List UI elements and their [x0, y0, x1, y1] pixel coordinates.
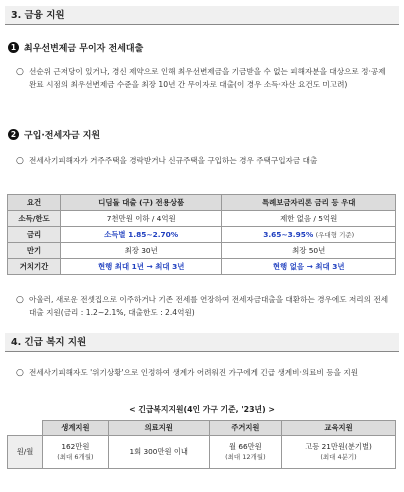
paragraph-2: [16, 155, 396, 183]
table-row: [8, 227, 396, 243]
table-header: [8, 421, 43, 436]
table-row: [8, 436, 396, 469]
table-cell: 최장 30년: [61, 243, 222, 259]
paragraph-4-text: 전세사기피해자도 '위기상황'으로 인정하여 생계가 어려워진 가구에게 긴급 생계비·의료비 등을 지원: [29, 368, 359, 377]
table-cell: [108, 436, 209, 469]
row-label: 소득/한도: [8, 211, 61, 227]
bullet-icon: ○: [16, 368, 24, 378]
row-label: 만기: [8, 243, 61, 259]
table-header: 특례보금자리론 금리 등 우대: [222, 195, 396, 211]
emergency-welfare-table: [7, 420, 396, 469]
table-cell: [222, 227, 396, 243]
section-3-title: 3. 금융 지원: [5, 6, 399, 25]
subsection-1-title: 최우선변제금 무이자 전세대출: [24, 44, 144, 54]
table-cell: 현행 최대 1년 → 최대 3년: [61, 259, 222, 275]
rate-value: 3.65~3.95%: [263, 230, 314, 239]
subsection-2-title: 구입·전세자금 지원: [24, 131, 101, 141]
table-row: [8, 243, 396, 259]
row-label: 거치기간: [8, 259, 61, 275]
subsection-1-heading: [8, 41, 143, 54]
subsection-2-heading: [8, 128, 100, 141]
table-row: [8, 211, 396, 227]
bullet-icon: ○: [16, 67, 24, 77]
table-cell: 7천만원 이하 / 4억원: [61, 211, 222, 227]
circled-number-2: 2: [8, 129, 19, 140]
bullet-icon: ○: [16, 156, 24, 166]
table-header: 주거지원: [209, 421, 281, 436]
table-cell: 최장 50년: [222, 243, 396, 259]
cell-note: (최대 12개월): [225, 453, 266, 461]
table-cell: [282, 436, 396, 469]
cell-note: (최대 6개월): [57, 453, 94, 461]
cell-value: 162만원: [61, 442, 90, 451]
paragraph-1: [16, 66, 396, 106]
table-cell: 제한 없음 / 5억원: [222, 211, 396, 227]
table-cell: 소득별 1.85~2.70%: [61, 227, 222, 243]
table-header: 생계지원: [43, 421, 109, 436]
paragraph-4: [16, 367, 396, 395]
paragraph-3-text: 아울러, 새로운 전셋집으로 이주하거나 기존 전세를 연장하여 전세자금대출을 대환하는 경우에도 저리의 전세대출 지원(금리 : 1.2~2.1%, 대출한도 : 2.4억원): [29, 295, 389, 317]
table-header: 교육지원: [282, 421, 396, 436]
bullet-icon: ○: [16, 295, 24, 305]
table-header: 요건: [8, 195, 61, 211]
row-label: 금리: [8, 227, 61, 243]
cell-value: 고등 21만원(분기별): [305, 442, 372, 451]
table-cell: 현행 없음 → 최대 3년: [222, 259, 396, 275]
paragraph-2-text: 전세사기피해자가 거주주택을 경락받거나 신규주택을 구입하는 경우 주택구입자금 대출: [29, 156, 318, 165]
table-cell: [209, 436, 281, 469]
cell-note: (최대 4분기): [320, 453, 357, 461]
loan-comparison-table: [7, 194, 396, 275]
table-header: 디딤돌 대출 (구) 전용상품: [61, 195, 222, 211]
circled-number-1: 1: [8, 42, 19, 53]
cell-value: 월 66만원: [228, 442, 262, 451]
rate-note: (우대형 기준): [315, 231, 355, 239]
table-caption: < 긴급복지지원(4인 가구 기준, '23년) >: [129, 405, 275, 414]
row-label: 원/월: [8, 436, 43, 469]
cell-value: 1회 300만원 이내: [129, 447, 188, 456]
paragraph-1-text: 선순위 근저당이 있거나, 경신 제약으로 인해 최우선변제금을 기금받을 수 없는 피해자분을 대상으로 정·공제 완료 시점의 최우선변제금 수준을 최장 10년 간 무이자로 대출(이 경우 소득·자산 요건도 미고려): [29, 67, 386, 89]
table-row: [8, 259, 396, 275]
paragraph-3: [16, 294, 396, 322]
section-4-title: 4. 긴급 복지 지원: [5, 333, 399, 352]
table-header: 의료지원: [108, 421, 209, 436]
table-cell: [43, 436, 109, 469]
